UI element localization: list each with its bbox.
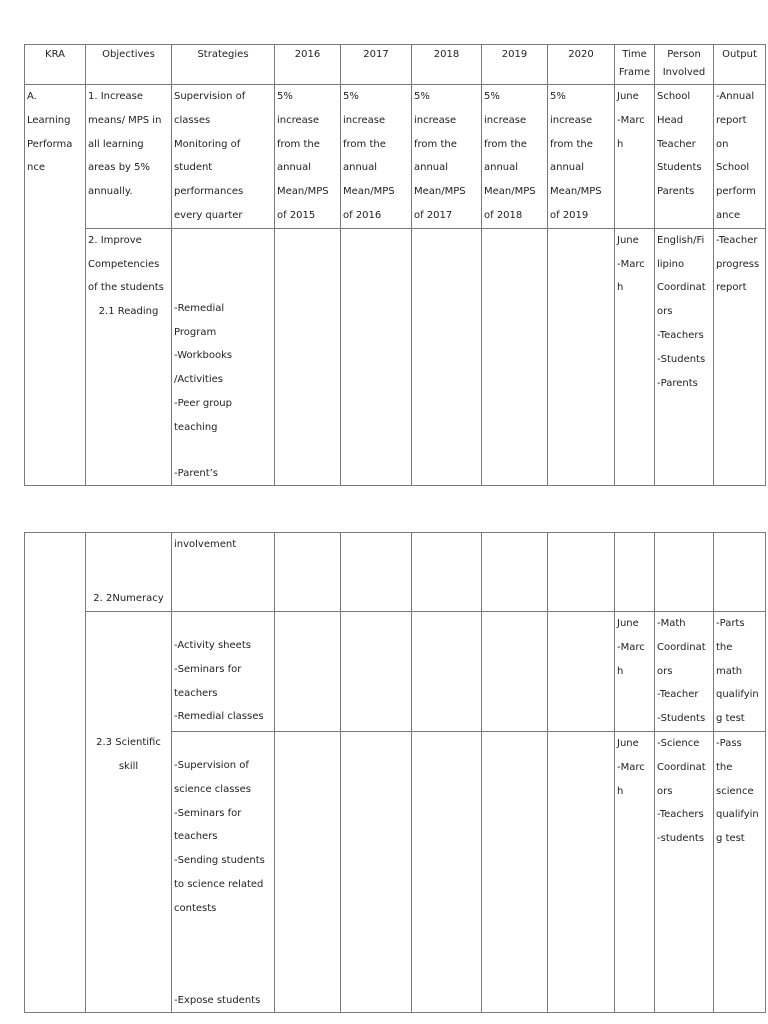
- output-line: progress: [716, 258, 760, 270]
- strategy-line: teachers: [174, 687, 218, 699]
- empty-cell: [412, 228, 482, 486]
- table-row: [25, 533, 766, 612]
- objective-line: 1. Increase: [88, 91, 144, 102]
- time-line: h: [617, 785, 624, 797]
- header-2017: 2017: [341, 45, 412, 85]
- target-line: 5%: [414, 91, 430, 102]
- empty-cell: [482, 612, 548, 732]
- target-line: increase: [343, 114, 386, 126]
- target-line: Mean/MPS: [343, 186, 395, 198]
- objective-line: 2. 2Numeracy: [93, 593, 164, 605]
- person-line: Coordinat: [657, 282, 706, 294]
- empty-cell: [412, 533, 482, 612]
- objective-cell: [86, 533, 172, 612]
- empty-cell: [482, 533, 548, 612]
- person-line: -Math: [657, 618, 686, 629]
- target-line: increase: [484, 114, 527, 126]
- kra-cell: [25, 533, 86, 1013]
- strategy-line: -Sending students: [174, 855, 265, 867]
- objective-line: means/ MPS in: [88, 114, 162, 126]
- strategies-cell: [172, 731, 275, 1012]
- strategy-line: -Parent’s: [174, 467, 219, 479]
- empty-cell: [548, 228, 615, 486]
- person-line: -Students: [657, 713, 706, 725]
- objective-line: 2.1 Reading: [98, 306, 159, 318]
- strategy-line: Supervision of: [174, 91, 246, 102]
- output-line: qualifyin: [716, 689, 759, 701]
- output-line: g test: [716, 833, 745, 845]
- time-frame-cell: [615, 731, 655, 1012]
- table-row: [25, 228, 766, 486]
- target-2019-cell: [482, 85, 548, 229]
- strategy-line: teaching: [174, 421, 218, 433]
- target-line: of 2018: [484, 209, 523, 221]
- empty-cell: [548, 533, 615, 612]
- person-line: Students: [657, 162, 702, 174]
- output-cell: [714, 731, 766, 1012]
- time-line: -Marc: [617, 761, 645, 773]
- person-line: ors: [657, 665, 673, 677]
- strategy-line: performances: [174, 186, 244, 198]
- time-line: h: [617, 138, 624, 150]
- target-line: from the: [277, 138, 320, 150]
- person-line: -Teacher: [657, 689, 699, 701]
- time-line: June: [617, 91, 639, 102]
- strategy-line: Monitoring of: [174, 138, 241, 150]
- empty-cell: [655, 533, 714, 612]
- strategy-line: contests: [174, 902, 217, 914]
- strategy-line: science classes: [174, 783, 251, 795]
- header-kra: KRA: [25, 45, 86, 85]
- empty-cell: [341, 533, 412, 612]
- header-2019: 2019: [482, 45, 548, 85]
- person-line: English/Fi: [657, 234, 705, 246]
- target-2018-cell: [412, 85, 482, 229]
- strategy-line: -Expose students: [174, 994, 261, 1006]
- output-line: perform: [716, 186, 756, 198]
- person-line: -students: [657, 833, 705, 845]
- objective-line: skill: [118, 761, 139, 773]
- strategy-line: student: [174, 162, 213, 174]
- objective-line: 2.3 Scientific: [96, 737, 161, 749]
- target-line: increase: [277, 114, 320, 126]
- person-line: Teacher: [657, 138, 696, 150]
- person-line: -Students: [657, 353, 706, 365]
- target-line: Mean/MPS: [277, 186, 329, 198]
- empty-cell: [341, 731, 412, 1012]
- output-line: report: [716, 282, 747, 294]
- strategy-line: -Seminars for: [174, 807, 242, 819]
- target-line: from the: [484, 138, 527, 150]
- person-line: Head: [657, 114, 684, 126]
- strategy-line: -Remedial classes: [174, 711, 264, 723]
- output-cell: [714, 228, 766, 486]
- empty-cell: [341, 612, 412, 732]
- target-line: annual: [277, 162, 312, 174]
- header-objectives: Objectives: [86, 45, 172, 85]
- table-row: [25, 731, 766, 1012]
- table-row: [25, 612, 766, 732]
- time-line: -Marc: [617, 114, 645, 126]
- empty-cell: [482, 228, 548, 486]
- target-line: from the: [550, 138, 593, 150]
- objective-line: 2. Improve: [88, 234, 142, 246]
- person-line: ors: [657, 785, 673, 797]
- output-line: School: [716, 162, 750, 174]
- objective-line: all learning: [88, 138, 144, 150]
- output-line: the: [716, 761, 733, 773]
- objective-cell: [86, 731, 172, 1012]
- time-frame-cell: [615, 228, 655, 486]
- output-line: -Parts: [716, 618, 745, 629]
- empty-cell: [275, 228, 341, 486]
- target-line: annual: [414, 162, 449, 174]
- strategy-line: Program: [174, 326, 217, 338]
- target-line: Mean/MPS: [550, 186, 602, 198]
- strategy-line: classes: [174, 114, 211, 126]
- header-person-involved: Person Involved: [655, 45, 714, 85]
- empty-cell: [615, 533, 655, 612]
- person-line: ors: [657, 306, 673, 318]
- empty-cell: [548, 612, 615, 732]
- header-output: Output: [714, 45, 766, 85]
- strategy-line: -Activity sheets: [174, 640, 251, 651]
- kra-line: Performa: [27, 138, 73, 150]
- output-line: report: [716, 114, 747, 126]
- time-line: h: [617, 665, 624, 677]
- kra-line: A.: [27, 91, 37, 102]
- strategy-line: -Seminars for: [174, 663, 242, 675]
- target-2020-cell: [548, 85, 615, 229]
- empty-cell: [548, 731, 615, 1012]
- person-line: -Teachers: [657, 809, 704, 821]
- person-line: -Science: [657, 737, 700, 749]
- person-line: -Teachers: [657, 329, 704, 341]
- target-line: increase: [414, 114, 457, 126]
- output-line: ance: [716, 209, 741, 221]
- target-line: 5%: [277, 91, 293, 102]
- empty-cell: [341, 228, 412, 486]
- person-line: -Parents: [657, 377, 698, 389]
- objective-line: Competencies: [88, 258, 160, 270]
- person-line: Coordinat: [657, 641, 706, 653]
- strategies-cell: [172, 85, 275, 229]
- target-line: of 2017: [414, 209, 453, 221]
- output-cell: [714, 612, 766, 732]
- output-line: qualifyin: [716, 809, 759, 821]
- header-2020: 2020: [548, 45, 615, 85]
- target-line: 5%: [484, 91, 500, 102]
- strategy-line: every quarter: [174, 209, 243, 221]
- header-2016: 2016: [275, 45, 341, 85]
- time-frame-cell: [615, 85, 655, 229]
- kra-line: nce: [27, 162, 45, 174]
- person-line: Coordinat: [657, 761, 706, 773]
- empty-cell: [412, 612, 482, 732]
- time-frame-cell: [615, 612, 655, 732]
- output-line: -Annual: [716, 91, 755, 102]
- output-line: on: [716, 138, 729, 150]
- strategy-line: to science related: [174, 878, 264, 890]
- strategy-line: -Peer group: [174, 397, 232, 409]
- strategy-line: /Activities: [174, 374, 223, 386]
- target-line: from the: [414, 138, 457, 150]
- person-cell: [655, 85, 714, 229]
- empty-cell: [714, 533, 766, 612]
- time-line: -Marc: [617, 641, 645, 653]
- output-line: g test: [716, 713, 745, 725]
- time-line: June: [617, 234, 639, 246]
- output-line: math: [716, 665, 743, 677]
- target-line: 5%: [550, 91, 566, 102]
- target-line: annual: [550, 162, 585, 174]
- objective-cell: [86, 612, 172, 732]
- time-line: June: [617, 618, 639, 629]
- strategy-line: -Remedial: [174, 302, 225, 314]
- person-cell: [655, 731, 714, 1012]
- target-line: Mean/MPS: [414, 186, 466, 198]
- objective-line: areas by 5%: [88, 162, 150, 174]
- strategy-line: teachers: [174, 831, 218, 843]
- objective-line: annually.: [88, 186, 133, 198]
- target-2016-cell: [275, 85, 341, 229]
- plan-table-page-2: [24, 532, 766, 1013]
- empty-cell: [275, 731, 341, 1012]
- target-line: 5%: [343, 91, 359, 102]
- empty-cell: [275, 612, 341, 732]
- empty-cell: [482, 731, 548, 1012]
- header-time-frame: Time Frame: [615, 45, 655, 85]
- kra-line: Learning: [27, 114, 71, 126]
- output-line: -Teacher: [716, 234, 758, 246]
- objective-cell: [86, 228, 172, 486]
- target-line: from the: [343, 138, 386, 150]
- output-line: the: [716, 641, 733, 653]
- person-cell: [655, 228, 714, 486]
- output-line: science: [716, 785, 754, 797]
- header-strategies: Strategies: [172, 45, 275, 85]
- strategies-cell: [172, 533, 275, 612]
- person-line: lipino: [657, 258, 685, 270]
- strategy-line: -Workbooks: [174, 350, 233, 362]
- target-line: increase: [550, 114, 593, 126]
- output-line: -Pass: [716, 737, 742, 749]
- person-line: Parents: [657, 186, 695, 198]
- time-line: June: [617, 737, 639, 749]
- target-line: of 2015: [277, 209, 316, 221]
- target-line: annual: [343, 162, 378, 174]
- target-line: of 2016: [343, 209, 382, 221]
- plan-table-page-1: [24, 44, 766, 486]
- header-2018: 2018: [412, 45, 482, 85]
- time-line: -Marc: [617, 258, 645, 270]
- kra-cell: [25, 85, 86, 486]
- target-line: Mean/MPS: [484, 186, 536, 198]
- table-row: [25, 85, 766, 229]
- strategies-cell: [172, 228, 275, 486]
- time-line: h: [617, 282, 624, 294]
- header-row: [25, 45, 766, 85]
- strategies-cell: [172, 612, 275, 732]
- target-line: annual: [484, 162, 519, 174]
- target-line: of 2019: [550, 209, 589, 221]
- strategy-line: -Supervision of: [174, 759, 249, 771]
- strategy-line: involvement: [174, 539, 237, 550]
- target-2017-cell: [341, 85, 412, 229]
- objective-line: of the students: [88, 282, 164, 294]
- empty-cell: [412, 731, 482, 1012]
- output-cell: [714, 85, 766, 229]
- objective-cell: [86, 85, 172, 229]
- person-line: School: [657, 91, 691, 102]
- person-cell: [655, 612, 714, 732]
- empty-cell: [275, 533, 341, 612]
